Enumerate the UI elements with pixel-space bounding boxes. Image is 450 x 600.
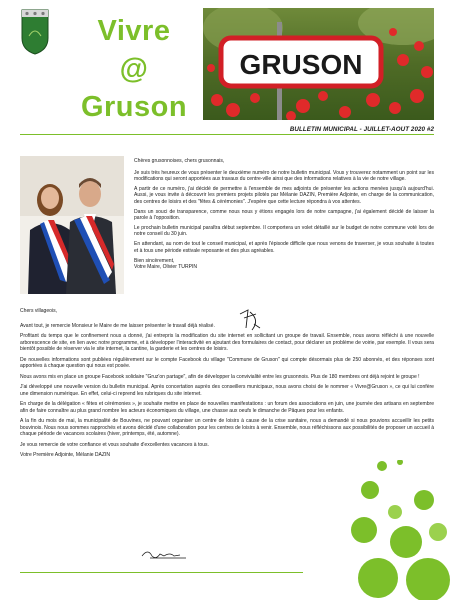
deputy-greeting: Chers villageois,	[20, 308, 58, 314]
bulletin-edition: BULLETIN MUNICIPAL - JUILLET-AOUT 2020 #2	[289, 126, 434, 133]
deputy-paragraph: De nouvelles informations sont publiées régulièrement sur le compte Facebook du village "Commune de Gruson" qui compte désormais plus de 250 abonnés, et des réponses sont apportées à chaque question qui nous est posée.	[20, 356, 434, 370]
masthead-title	[78, 12, 190, 126]
deputy-signature-name: Votre Première Adjointe, Mélanie DAZIN	[20, 452, 111, 458]
mayor-signature-name: Votre Maire, Olivier TURPIN	[134, 264, 198, 271]
deputy-paragraph: A la fin du mois de mai, la municipalité de Bouvines, ne pouvant organiser un centre de loisirs à cause de la crise sanitaire, nous a demandé si nous pouvions accueillir les petits bouvinois. Nous nous sommes rapprochés et avons décidé d'une collaboration pour les centres de loisirs à venir. Ensemble, nous réfléchissons aux possibilités de proposer un accueil à chaque période de vacances scolaires (hiver, printemps, été, automne).	[20, 418, 434, 438]
deputy-paragraph: Nous avons mis en place un groupe Facebook solidaire "Gruz'on partage", afin de développer la convivialité entre les grusonnois. Plus de 180 membres ont déjà rejoint le groupe !	[20, 373, 420, 380]
deputy-paragraph: En charge de la délégation « fêtes et cérémonies », je souhaite mettre en place de nouvelles manifestations : un forum des associations en juin, une journée des artisans en septembre afin de faire connaître au plus grand nombre les acteurs économiques du village, une chasse aux oeufs le dimanche de Pâques pour les enfants.	[20, 401, 434, 414]
decorative-green-circles	[320, 460, 450, 600]
deputy-paragraph: Je vous remercie de votre confiance et vous souhaite d'excellentes vacances à tous.	[20, 441, 209, 448]
mayor-editorial	[134, 158, 434, 274]
deputy-paragraph: Profitant du temps que le confinement nous a donné, j'ai entrepris la modification du site internet en sollicitant un groupe de travail. Ensemble, nous avons réfléchi à une nouvelle arborescence de site, en lien avec notre programme, et à développer l'interactivité en ajoutant des formulaires de contact, pour déclarer un problème de voirie, par exemple. Il vous sera bientôt possible de réserver via le site internet, la cantine, la garderie et les centres de loisirs.	[20, 333, 434, 353]
deputy-handwritten-signature	[140, 546, 190, 562]
deputy-letter	[20, 308, 434, 462]
mayor-paragraph: A partir de ce numéro, j'ai décidé de permettre à l'ensemble de mes adjoints de présenter les actions menées jusqu'à aujourd'hui. Aussi, je vous invite à découvrir les premiers projets pilotés par Mélanie DAZIN, Première Adjointe, en charge de la communication, des centres de loisirs et des "fêtes & cérémonies". J'espère que cette lecture répondra à vos attentes.	[134, 185, 434, 205]
title-gruson: Gruson	[80, 91, 188, 123]
sign-text: GRUSON	[239, 49, 363, 80]
deputy-paragraph: J'ai développé une nouvelle version du bulletin municipal. Après concertation auprès des conseillers municipaux, nous avons choisi de le nommer « Vivre@Gruson », ce qui lui confère une dimension numérique. En effet, celui-ci reprend les rubriques du site internet.	[20, 384, 434, 397]
mayor-paragraph: En attendant, au nom de tout le conseil municipal, et après l'épisode difficile que nous venons de traverser, je vous souhaite à toutes et à tous une période estivale reposante et des plus agréables.	[134, 241, 434, 254]
mayor-closing	[134, 258, 434, 271]
deputy-paragraph: Avant tout, je remercie Monsieur le Maire de me laisser présenter le travail déjà réalisé.	[20, 322, 215, 329]
municipal-crest-logo	[20, 8, 50, 56]
mayor-greeting: Chères grusonnoises, chers grusonnais,	[134, 158, 225, 164]
mayor-paragraph: Dans un souci de transparence, comme nous nous y étions engagés lors de notre campagne, j'ai également décidé de laisser la parole à l'opposition.	[134, 208, 434, 222]
mayor-paragraph: Le prochain bulletin municipal paraîtra début septembre. Il comportera un volet détaillé sur le budget de notre commune voté lors de notre conseil du 30 juin.	[134, 224, 434, 238]
mayor-paragraph: Je suis très heureux de vous présenter le deuxième numéro de notre bulletin municipal. Vous y trouverez notamment un point sur les modifications qui seront apportées aux travaux du centre-ville ainsi que des informations relatives à la vie de notre village.	[134, 169, 434, 183]
gruson-sign-photo	[203, 8, 434, 120]
divider-bottom	[20, 572, 303, 573]
title-vivre: Vivre	[97, 15, 171, 47]
mayor-and-deputy-photo	[20, 156, 124, 294]
mayor-closing-line: Bien sincèrement,	[134, 257, 175, 264]
title-at: @	[119, 53, 149, 85]
divider-top	[20, 134, 434, 135]
